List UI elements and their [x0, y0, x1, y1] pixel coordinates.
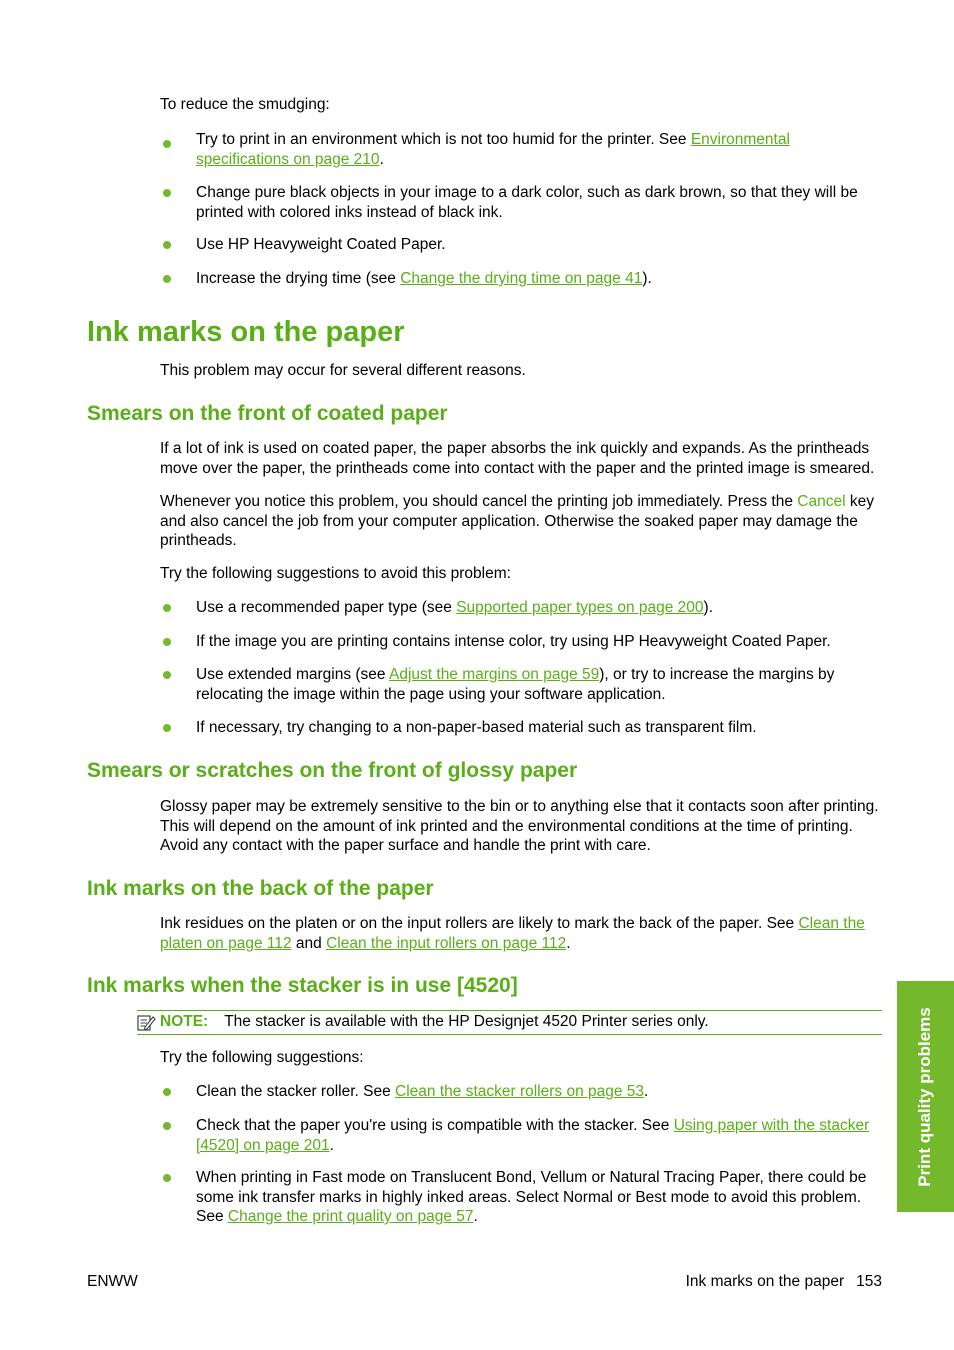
link-clean-input-rollers[interactable]: Clean the input rollers on page 112 [326, 934, 567, 952]
list-item: Clean the stacker roller. See Clean the stacker rollers on page 53. [196, 1083, 649, 1100]
bullet-dot-icon [163, 638, 171, 646]
link-clean-platen[interactable]: Clean the platen on page 112 [160, 915, 865, 952]
note-label: NOTE: [160, 1013, 209, 1030]
paragraph: If a lot of ink is used on coated paper, the paper absorbs the ink quickly and expands. As the printheads move over the paper, the printheads come into contact with the paper and the printed image is smeared. [160, 440, 875, 477]
heading-back-of-paper: Ink marks on the back of the paper [87, 877, 434, 900]
link-using-paper-stacker[interactable]: Using paper with the stacker [4520] on page 201 [196, 1117, 870, 1154]
bullet-dot-icon [163, 671, 171, 679]
heading-glossy-paper: Smears or scratches on the front of glossy paper [87, 759, 578, 782]
link-environmental-specs[interactable]: Environmental specifications on page 210 [196, 131, 790, 168]
note-top-rule [137, 1010, 882, 1011]
page-title: Ink marks on the paper [87, 316, 405, 348]
footer-section: Ink marks on the paper [685, 1273, 845, 1290]
list-item: When printing in Fast mode on Translucent Bond, Vellum or Natural Tracing Paper, there could be some ink transfer marks in highly inked areas. Select Normal or Best mode to avoid this problem. See Change the print quality on page 57. [196, 1169, 867, 1225]
main-intro: This problem may occur for several different reasons. [160, 362, 526, 379]
cancel-key-label: Cancel [797, 493, 846, 510]
list-item: Increase the drying time (see Change the drying time on page 41). [196, 270, 652, 287]
list-item: If necessary, try changing to a non-paper-based material such as transparent film. [196, 719, 757, 736]
paragraph: Whenever you notice this problem, you should cancel the printing job immediately. Press the Cancel key and also cancel the job from your computer application. Otherwise the soaked paper may damage the printheads. [160, 493, 874, 549]
heading-coated-paper: Smears on the front of coated paper [87, 402, 448, 425]
link-adjust-margins[interactable]: Adjust the margins on page 59 [389, 666, 600, 683]
link-clean-stacker-rollers[interactable]: Clean the stacker rollers on page 53 [395, 1083, 645, 1100]
bullet-dot-icon [163, 1088, 171, 1096]
link-change-print-quality[interactable]: Change the print quality on page 57 [227, 1208, 474, 1225]
paragraph: Try the following suggestions: [160, 1049, 364, 1066]
bullet-dot-icon [163, 604, 171, 612]
list-item: Use HP Heavyweight Coated Paper. [196, 236, 446, 253]
side-tab-label: Print quality problems [915, 1007, 934, 1187]
paragraph: Ink residues on the platen or on the input rollers are likely to mark the back of the paper. See Clean the platen on page 112 and Clean the input rollers on page 112. [160, 915, 865, 952]
bullet-dot-icon [163, 189, 171, 197]
note-bottom-rule [137, 1034, 882, 1035]
paragraph: Try the following suggestions to avoid this problem: [160, 565, 511, 582]
bullet-dot-icon [163, 241, 171, 249]
list-item: Check that the paper you're using is compatible with the stacker. See Using paper with the stacker [4520] on page 201. [196, 1117, 870, 1154]
list-item: Change pure black objects in your image to a dark color, such as dark brown, so that they will be printed with colored inks instead of black ink. [196, 184, 858, 221]
paragraph: Glossy paper may be extremely sensitive to the bin or to anything else that it contacts soon after printing. This will depend on the amount of ink printed and the environmental conditions at the time of printing. Avoid any contact with the paper surface and handle the print with care. [160, 798, 879, 854]
bullet-dot-icon [163, 1174, 171, 1182]
page-number: 153 [856, 1273, 882, 1290]
list-item: Try to print in an environment which is not too humid for the printer. See Environmental specifications on page 210. [196, 131, 790, 168]
footer-right [686, 1272, 882, 1292]
bullet-dot-icon [163, 1122, 171, 1130]
note-pencil-icon [136, 1013, 156, 1033]
smudge-lead: To reduce the smudging: [160, 96, 330, 113]
heading-stacker: Ink marks when the stacker is in use [4520] [87, 974, 518, 997]
list-item: Use extended margins (see Adjust the margins on page 59), or try to increase the margins by relocating the image within the page using your software application. [196, 666, 835, 703]
list-item: If the image you are printing contains intense color, try using HP Heavyweight Coated Paper. [196, 633, 831, 650]
list-item: Use a recommended paper type (see Supported paper types on page 200). [196, 599, 714, 616]
bullet-dot-icon [163, 724, 171, 732]
link-drying-time[interactable]: Change the drying time on page 41 [400, 270, 643, 287]
footer-left: ENWW [87, 1273, 138, 1290]
bullet-dot-icon [163, 140, 171, 148]
note-text: NOTE: The stacker is available with the HP Designjet 4520 Printer series only. [160, 1013, 709, 1030]
bullet-dot-icon [163, 275, 171, 283]
link-supported-paper-types[interactable]: Supported paper types on page 200 [456, 599, 704, 616]
side-tab [897, 981, 954, 1212]
